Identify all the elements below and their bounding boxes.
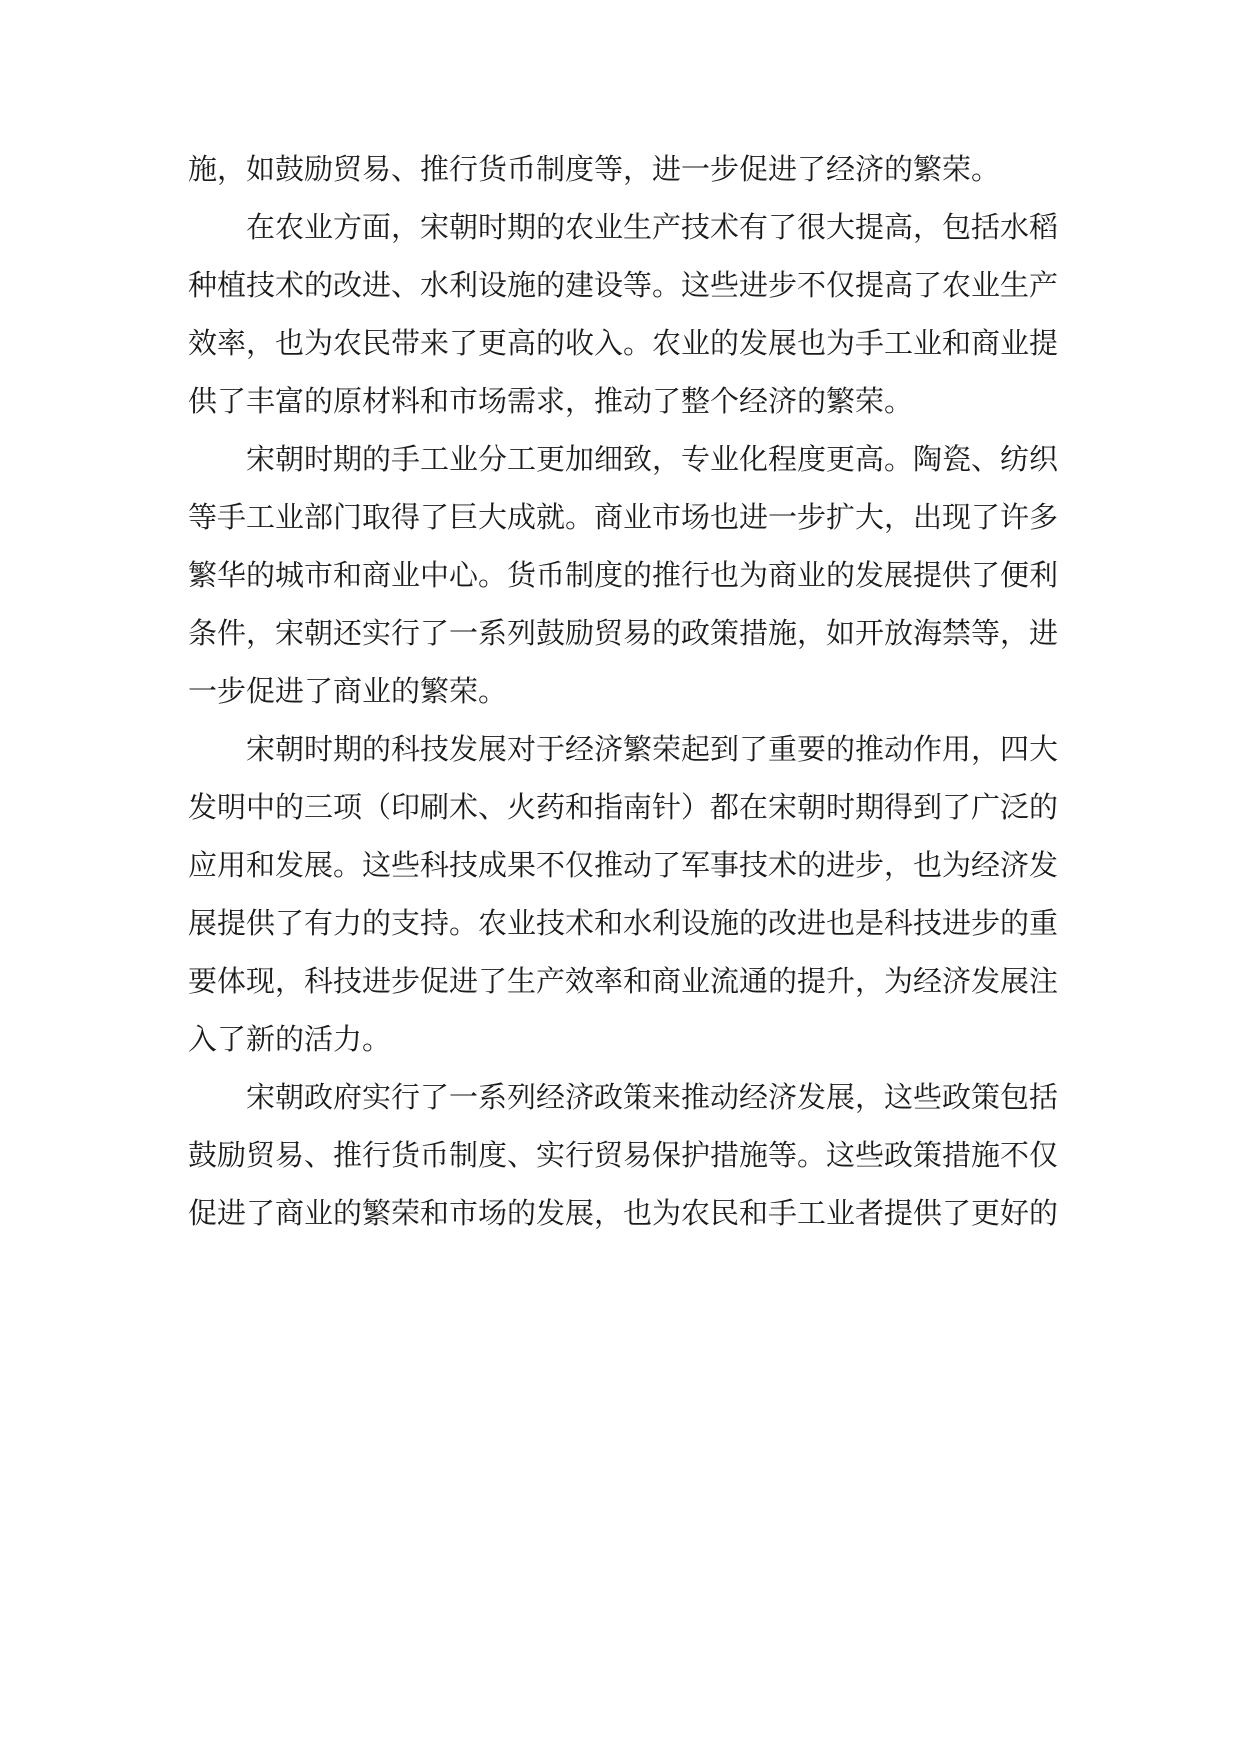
paragraph-policy: [188, 1068, 1058, 1242]
line: 促进了商业的繁荣和市场的发展，也为农民和手工业者提供了更好的: [188, 1196, 1059, 1230]
line: 宋朝时期的科技发展对于经济繁荣起到了重要的推动作用，四大: [246, 732, 1059, 766]
line: 发明中的三项（印刷术、火药和指南针）都在宋朝时期得到了广泛的: [188, 790, 1059, 824]
line: 要体现，科技进步促进了生产效率和商业流通的提升，为经济发展注: [188, 964, 1059, 998]
line: 一步促进了商业的繁荣。: [188, 674, 508, 708]
line: 应用和发展。这些科技成果不仅推动了军事技术的进步，也为经济发: [188, 848, 1059, 882]
line: 种植技术的改进、水利设施的建设等。这些进步不仅提高了农业生产: [188, 268, 1059, 302]
paragraph-continued: [188, 140, 1058, 198]
body-text: [188, 140, 1058, 1242]
paragraph-handicraft: [188, 430, 1058, 720]
line: 入了新的活力。: [188, 1022, 392, 1056]
line: 条件，宋朝还实行了一系列鼓励贸易的政策措施，如开放海禁等，进: [188, 616, 1059, 650]
line: 鼓励贸易、推行货币制度、实行贸易保护措施等。这些政策措施不仅: [188, 1138, 1059, 1172]
line: 供了丰富的原材料和市场需求，推动了整个经济的繁荣。: [188, 384, 914, 418]
line: 等手工业部门取得了巨大成就。商业市场也进一步扩大，出现了许多: [188, 500, 1059, 534]
line: 展提供了有力的支持。农业技术和水利设施的改进也是科技进步的重: [188, 906, 1059, 940]
paragraph-technology: [188, 720, 1058, 1068]
line: 宋朝时期的手工业分工更加细致，专业化程度更高。陶瓷、纺织: [246, 442, 1059, 476]
line: 在农业方面，宋朝时期的农业生产技术有了很大提高，包括水稻: [246, 210, 1059, 244]
line: 施，如鼓励贸易、推行货币制度等，进一步促进了经济的繁荣。: [188, 152, 1001, 186]
paragraph-agriculture: [188, 198, 1058, 430]
line: 宋朝政府实行了一系列经济政策来推动经济发展，这些政策包括: [246, 1080, 1059, 1114]
line: 效率，也为农民带来了更高的收入。农业的发展也为手工业和商业提: [188, 326, 1059, 360]
line: 繁华的城市和商业中心。货币制度的推行也为商业的发展提供了便利: [188, 558, 1059, 592]
